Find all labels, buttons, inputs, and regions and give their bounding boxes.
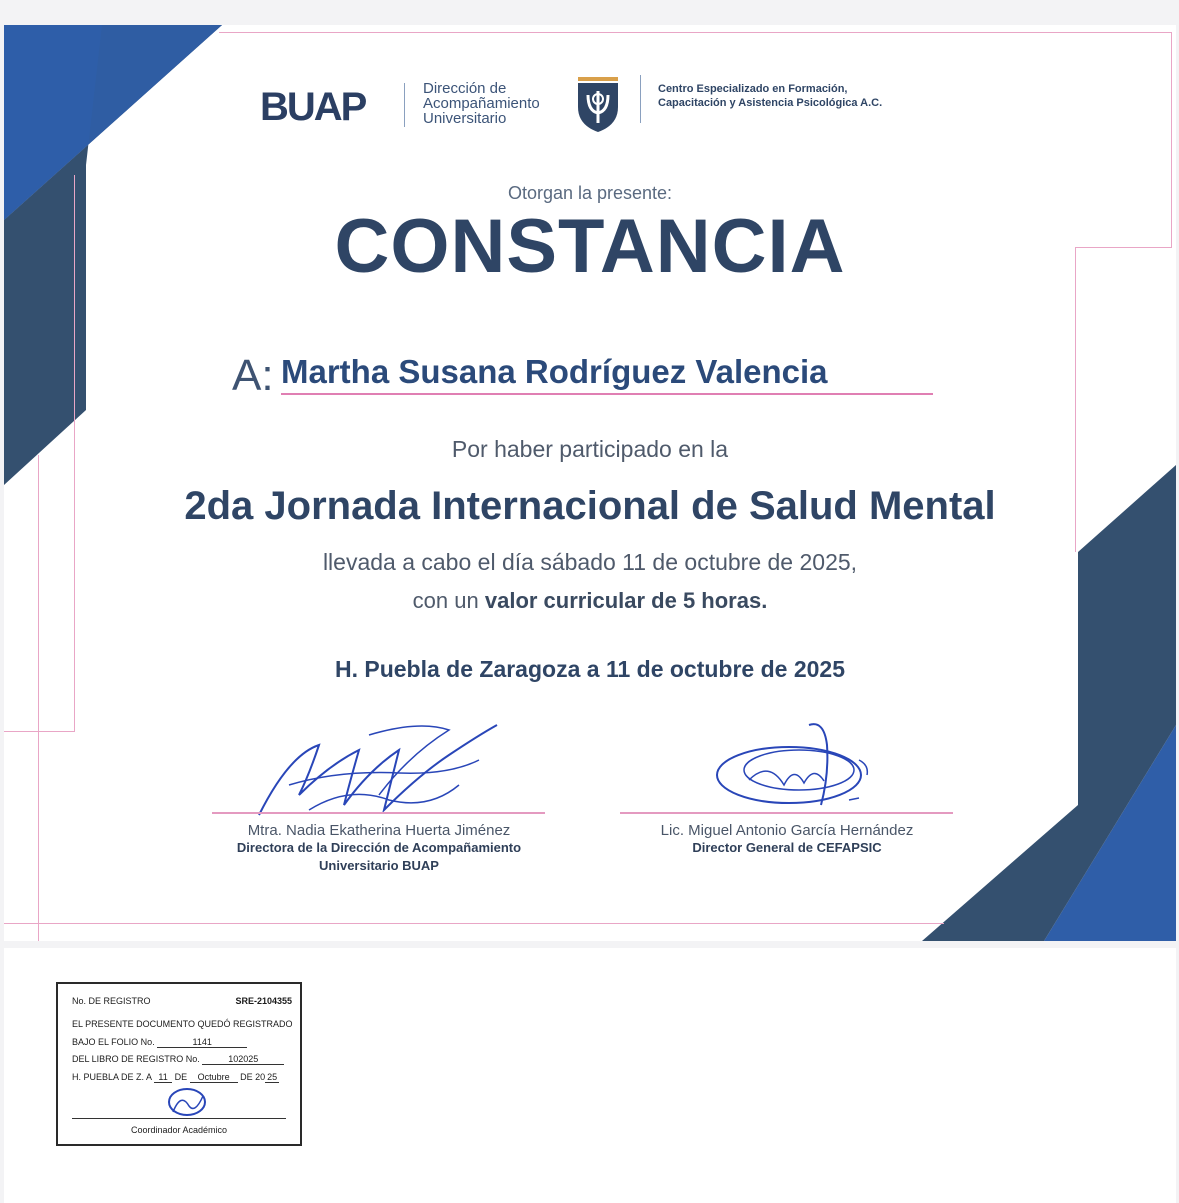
decorative-border-shapes — [4, 25, 1176, 941]
certificate-back-page — [4, 948, 1176, 1203]
day-value: 11 — [154, 1072, 172, 1083]
logo-divider — [404, 83, 405, 127]
frame-line — [4, 731, 75, 732]
frame-line — [219, 32, 1171, 33]
book-value: 102025 — [202, 1054, 284, 1065]
recipient-prefix: A: — [232, 351, 274, 400]
registry-statement: EL PRESENTE DOCUMENTO QUEDÓ REGISTRADO — [72, 1019, 293, 1029]
certificate-title: CONSTANCIA — [334, 204, 846, 289]
folio-value: 1141 — [157, 1037, 247, 1048]
cefapsic-shield-icon — [574, 77, 622, 133]
certificate-page — [4, 25, 1176, 941]
event-name: 2da Jornada Internacional de Salud Mental — [184, 484, 996, 528]
signature-line-right — [620, 812, 953, 814]
month-value: Octubre — [190, 1072, 238, 1083]
signature-line-left — [212, 812, 545, 814]
registry-stamp: No. DE REGISTRO SRE-2104355 EL PRESENTE DOCUMENTO QUEDÓ REGISTRADO BAJO EL FOLIO No. 1141 DEL LIBRO DE REGISTRO No. 102025 H. PUEBLA DE Z. A 11 DE Octubre DE 20 25 Coordinador Académico — [56, 982, 302, 1146]
recipient-name: Martha Susana Rodríguez Valencia — [281, 353, 828, 390]
signer-right: Lic. Miguel Antonio García Hernández Director General de CEFAPSIC — [660, 822, 914, 855]
signature-right-image — [709, 715, 894, 815]
participation-text: Por haber participado en la — [451, 436, 729, 462]
registry-number: SRE-2104355 — [235, 996, 292, 1006]
coordinator-role: Coordinador Académico — [130, 1125, 228, 1135]
logo-divider — [640, 75, 641, 123]
signer-left: Mtra. Nadia Ekatherina Huerta Jiménez Directora de la Dirección de Acompañamiento Universitario BUAP — [236, 822, 522, 873]
cefapsic-logo-text: Centro Especializado en Formación, Capacitación y Asistencia Psicológica A.C. — [658, 83, 883, 109]
intro-text: Otorgan la presente: — [507, 183, 673, 203]
signature-left-image — [249, 715, 509, 825]
buap-logo: BUAP — [260, 85, 366, 129]
year-value: 25 — [267, 1072, 278, 1082]
frame-line — [4, 923, 944, 924]
name-underline — [281, 393, 933, 395]
coordinator-signature-line — [72, 1118, 286, 1119]
registry-label: No. DE REGISTRO — [72, 996, 151, 1006]
curricular-value-text: con un valor curricular de 5 horas. — [412, 588, 768, 613]
place-and-date: H. Puebla de Zaragoza a 11 de octubre de 2025 — [334, 656, 846, 682]
dau-logo-text: Dirección de Acompañamiento Universitario — [423, 80, 540, 127]
event-date-text: llevada a cabo el día sábado 11 de octubre de 2025, — [322, 549, 858, 575]
coordinator-signature-image — [163, 1084, 213, 1120]
